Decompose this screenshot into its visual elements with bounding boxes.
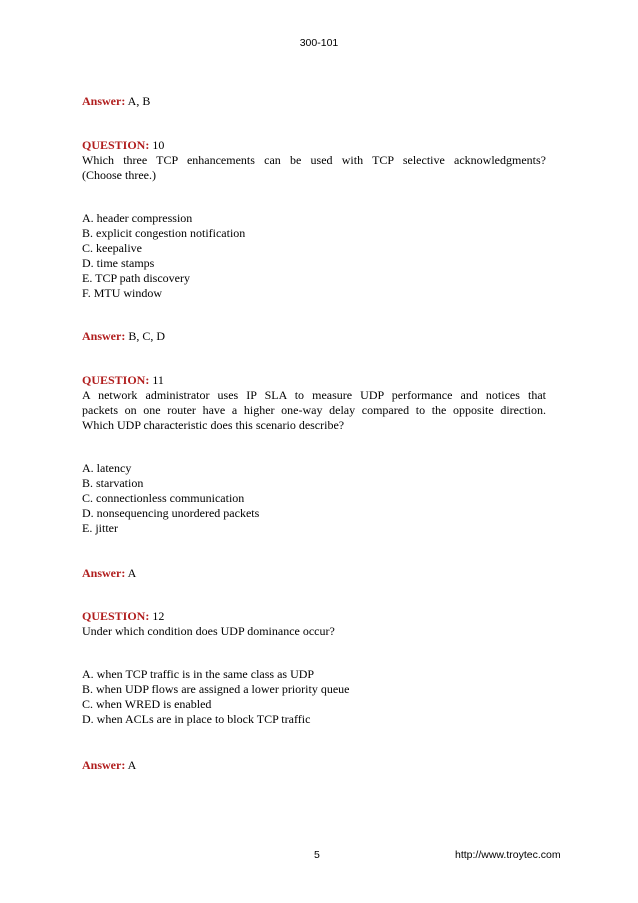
question-10-option: B. explicit congestion notification: [82, 226, 246, 240]
question-12-option: D. when ACLs are in place to block TCP traffic: [82, 712, 311, 726]
footer-page-number: 5: [314, 849, 320, 861]
question-11-text-line: packets on one router have a higher one-way delay compared to the opposite direction.: [82, 403, 546, 417]
previous-answer: [82, 94, 546, 110]
question-10-text-line: (Choose three.): [82, 168, 156, 182]
question-10-heading: [82, 138, 546, 154]
question-number: 11: [152, 373, 164, 387]
answer-label: Answer:: [82, 329, 126, 343]
answer-value: B, C, D: [128, 329, 166, 343]
question-10-option: E. TCP path discovery: [82, 271, 190, 285]
question-label: QUESTION:: [82, 609, 150, 623]
question-10-option: F. MTU window: [82, 286, 163, 300]
question-12-option: B. when UDP flows are assigned a lower priority queue: [82, 682, 350, 696]
question-number: 10: [152, 138, 165, 152]
question-11-heading: [82, 373, 546, 389]
answer-value: A: [127, 758, 137, 772]
question-number: 12: [152, 609, 165, 623]
question-11-option: E. jitter: [82, 521, 118, 535]
answer-label: Answer:: [82, 758, 126, 772]
question-11-answer: [82, 566, 546, 582]
answer-label: Answer:: [82, 94, 126, 108]
answer-label: Answer:: [82, 566, 126, 580]
answer-value: A, B: [127, 94, 151, 108]
question-12-text-line: Under which condition does UDP dominance occur?: [82, 624, 335, 638]
question-11-text-line: A network administrator uses IP SLA to measure UDP performance and notices that: [82, 388, 546, 402]
question-label: QUESTION:: [82, 373, 150, 387]
question-10-text-line: Which three TCP enhancements can be used with TCP selective acknowledgments?: [82, 153, 546, 167]
question-10-option: C. keepalive: [82, 241, 142, 255]
question-12-option: A. when TCP traffic is in the same class as UDP: [82, 667, 315, 681]
question-11-option: D. nonsequencing unordered packets: [82, 506, 260, 520]
question-10-answer: [82, 329, 546, 345]
question-10-option: A. header compression: [82, 211, 193, 225]
answer-value: A: [127, 566, 137, 580]
question-12-heading: [82, 609, 546, 625]
question-11-option: B. starvation: [82, 476, 144, 490]
question-11-text-line: Which UDP characteristic does this scenario describe?: [82, 418, 345, 432]
question-label: QUESTION:: [82, 138, 150, 152]
header-exam-code: 300-101: [299, 37, 339, 49]
footer-url: http://www.troytec.com: [455, 849, 561, 861]
question-12-option: C. when WRED is enabled: [82, 697, 212, 711]
question-11-option: A. latency: [82, 461, 132, 475]
question-10-option: D. time stamps: [82, 256, 155, 270]
question-11-option: C. connectionless communication: [82, 491, 245, 505]
question-12-answer: [82, 758, 546, 774]
